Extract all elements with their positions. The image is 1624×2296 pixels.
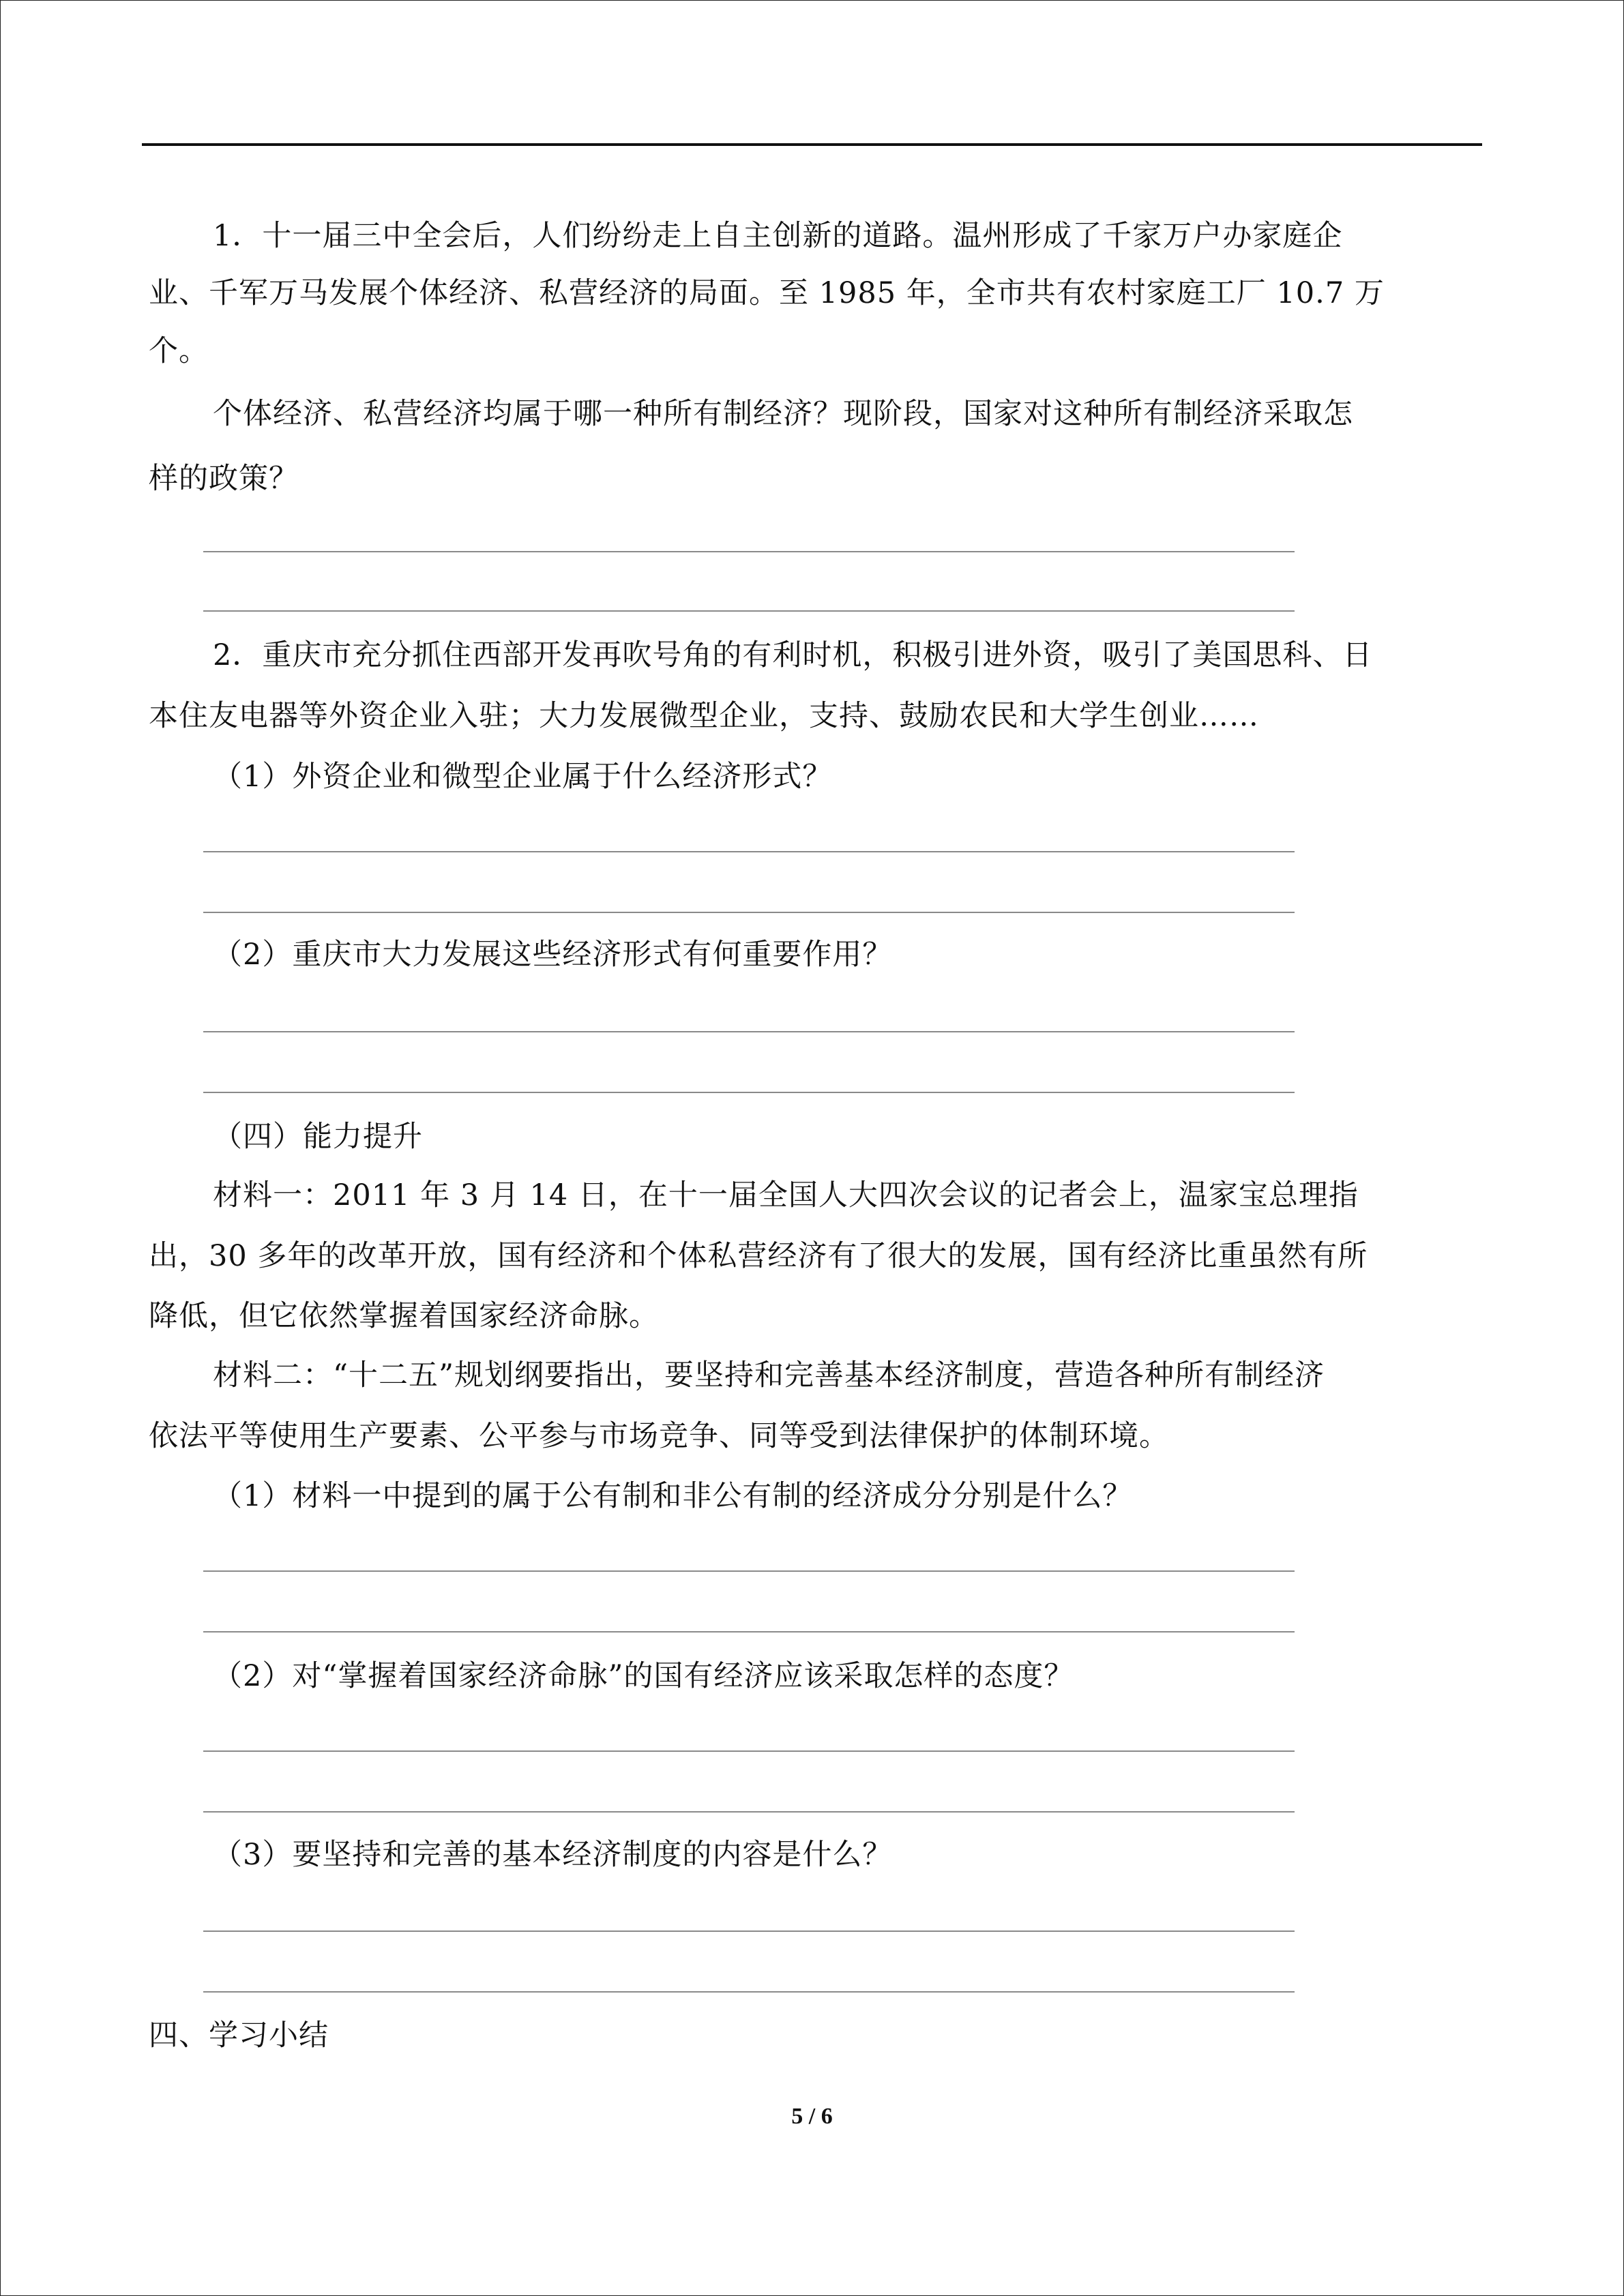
material2-line-2: 依法平等使用生产要素、公平参与市场竞争、同等受到法律保护的体制环境。 — [149, 1419, 1169, 1453]
answer-line[interactable] — [203, 610, 1295, 612]
answer-line[interactable] — [203, 851, 1295, 852]
answer-line[interactable] — [203, 1031, 1295, 1032]
section4-sub-question-2: （2）对“掌握着国家经济命脉”的国有经济应该采取怎样的态度？ — [213, 1659, 1074, 1693]
answer-line[interactable] — [203, 1750, 1295, 1752]
summary-heading: 四、学习小结 — [149, 2018, 329, 2053]
q2-sub-question-1: （1）外资企业和微型企业属于什么经济形式？ — [213, 760, 833, 794]
q1-text-line-2: 业、千军万马发展个体经济、私营经济的局面。至 1985 年，全市共有农村家庭工厂 10.7 万 — [149, 276, 1385, 310]
answer-line[interactable] — [203, 1991, 1295, 1993]
answer-line[interactable] — [203, 551, 1295, 552]
material1-line-1: 材料一：2011 年 3 月 14 日，在十一届全国人大四次会议的记者会上，温家宝总理指 — [213, 1178, 1359, 1212]
answer-line[interactable] — [203, 1092, 1295, 1093]
material1-line-3: 降低，但它依然掌握着国家经济命脉。 — [149, 1299, 659, 1333]
material2-line-1: 材料二：“十二五”规划纲要指出，要坚持和完善基本经济制度，营造各种所有制经济 — [213, 1358, 1325, 1392]
q1-question-line-1: 个体经济、私营经济均属于哪一种所有制经济？现阶段，国家对这种所有制经济采取怎 — [213, 397, 1353, 431]
answer-line[interactable] — [203, 1930, 1295, 1932]
material1-line-2: 出，30 多年的改革开放，国有经济和个体私营经济有了很大的发展，国有经济比重虽然有所 — [149, 1239, 1368, 1273]
q2-sub-question-2: （2）重庆市大力发展这些经济形式有何重要作用？ — [213, 938, 893, 972]
page-number: 5 / 6 — [791, 2104, 833, 2129]
q2-text-line-1: 2．重庆市充分抓住西部开发再吹号角的有利时机，积极引进外资，吸引了美国思科、日 — [213, 638, 1373, 672]
q1-question-line-2: 样的政策？ — [149, 462, 299, 496]
q1-text-line-1: 1．十一届三中全会后，人们纷纷走上自主创新的道路。温州形成了千家万户办家庭企 — [213, 219, 1343, 253]
q2-text-line-2: 本住友电器等外资企业入驻；大力发展微型企业，支持、鼓励农民和大学生创业…… — [149, 699, 1259, 733]
answer-line[interactable] — [203, 1811, 1295, 1813]
answer-line[interactable] — [203, 1570, 1295, 1572]
section4-sub-question-3: （3）要坚持和完善的基本经济制度的内容是什么？ — [213, 1838, 893, 1872]
answer-line[interactable] — [203, 912, 1295, 913]
section-heading-ability: （四）能力提升 — [213, 1120, 423, 1154]
section4-sub-question-1: （1）材料一中提到的属于公有制和非公有制的经济成分分别是什么？ — [213, 1479, 1133, 1513]
header-rule — [142, 143, 1482, 146]
q1-text-line-3: 个。 — [149, 334, 209, 368]
answer-line[interactable] — [203, 1631, 1295, 1632]
